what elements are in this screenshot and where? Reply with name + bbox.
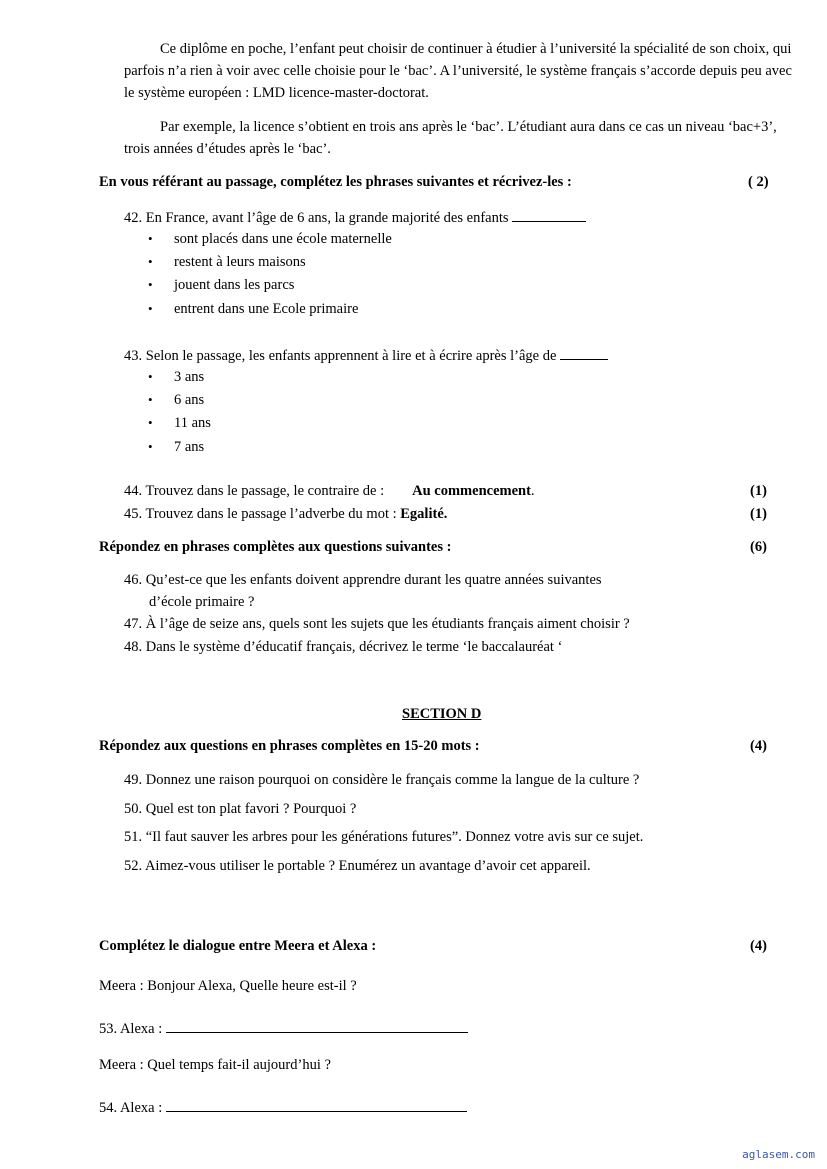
- question-42: [124, 207, 586, 227]
- dialogue-heading: Complétez le dialogue entre Meera et Alexa :: [99, 938, 377, 954]
- question-46-continued: d’école primaire ?: [149, 594, 255, 610]
- question-42-text: 42. En France, avant l’âge de 6 ans, la grande majorité des enfants: [124, 210, 509, 226]
- footer-watermark[interactable]: aglasem.com: [742, 1148, 815, 1161]
- section-d-title: SECTION D: [402, 706, 482, 722]
- answer-blank-43[interactable]: [560, 345, 608, 360]
- q42-option-1: • sont placés dans une école maternelle: [149, 231, 392, 248]
- question-45-marks: (1): [750, 506, 767, 522]
- q43-option-2: • 6 ans: [149, 392, 204, 409]
- passage-paragraph-2: Par exemple, la licence s’obtient en trois ans après le ‘bac’. L’étudiant aura dans ce cas un niveau ‘bac+3’, trois années d’études après le ‘bac’.: [124, 119, 777, 157]
- q42-option-3: • jouent dans les parcs: [149, 277, 294, 294]
- answer-blank-53[interactable]: [166, 1018, 468, 1033]
- section-d-marks: (4): [750, 738, 767, 754]
- question-50: 50. Quel est ton plat favori ? Pourquoi ?: [124, 801, 357, 817]
- q42-option-4: • entrent dans une Ecole primaire: [149, 301, 358, 318]
- q42-option-2: • restent à leurs maisons: [149, 254, 306, 271]
- question-51: 51. “Il faut sauver les arbres pour les générations futures”. Donnez votre avis sur ce sujet.: [124, 829, 644, 845]
- question-43: [124, 345, 608, 365]
- passage-paragraph-1: Ce diplôme en poche, l’enfant peut choisir de continuer à étudier à l’université la spécialité de son choix, qui parfois n’a rien à voir avec celle choisie pour le ‘bac’. A l’université, le système français s’accorde depuis peu avec le système européen : LMD licence-master-doctorat.: [124, 41, 792, 101]
- dialogue-alexa-line-54: 54. Alexa :: [99, 1097, 467, 1117]
- answer-blank-54[interactable]: [166, 1097, 467, 1112]
- answer-blank-42[interactable]: [512, 207, 586, 222]
- dialogue-meera-line-1: Meera : Bonjour Alexa, Quelle heure est-il ?: [99, 978, 357, 994]
- part2-heading: Répondez en phrases complètes aux questions suivantes :: [99, 539, 452, 555]
- part1-marks: ( 2): [748, 174, 769, 190]
- dialogue-meera-line-2: Meera : Quel temps fait-il aujourd’hui ?: [99, 1057, 331, 1073]
- question-52: 52. Aimez-vous utiliser le portable ? Enumérez un avantage d’avoir cet appareil.: [124, 858, 591, 874]
- part1-heading: En vous référant au passage, complétez les phrases suivantes et récrivez-les :: [99, 174, 572, 190]
- q43-option-1: • 3 ans: [149, 369, 204, 386]
- question-49: 49. Donnez une raison pourquoi on considère le français comme la langue de la culture ?: [124, 772, 640, 788]
- question-44-marks: (1): [750, 483, 767, 499]
- question-48: 48. Dans le système d’éducatif français, décrivez le terme ‘le baccalauréat ‘: [124, 639, 563, 655]
- question-45: 45. Trouvez dans le passage l’adverbe du mot : Egalité.: [124, 506, 448, 522]
- dialogue-alexa-line-53: 53. Alexa :: [99, 1018, 468, 1038]
- question-44-word: Au commencement: [412, 483, 531, 499]
- q43-option-3: • 11 ans: [149, 415, 211, 432]
- question-46: 46. Qu’est-ce que les enfants doivent apprendre durant les quatre années suivantes: [124, 572, 602, 588]
- section-d-heading: Répondez aux questions en phrases complètes en 15-20 mots :: [99, 738, 480, 754]
- q43-option-4: • 7 ans: [149, 439, 204, 456]
- question-44: 44. Trouvez dans le passage, le contraire de : Au commencement.: [124, 483, 535, 499]
- part2-marks: (6): [750, 539, 767, 555]
- question-45-word: Egalité.: [400, 506, 448, 522]
- question-47: 47. À l’âge de seize ans, quels sont les sujets que les étudiants français aiment choisir ?: [124, 616, 630, 632]
- question-43-text: 43. Selon le passage, les enfants apprennent à lire et à écrire après l’âge de: [124, 348, 557, 364]
- dialogue-marks: (4): [750, 938, 767, 954]
